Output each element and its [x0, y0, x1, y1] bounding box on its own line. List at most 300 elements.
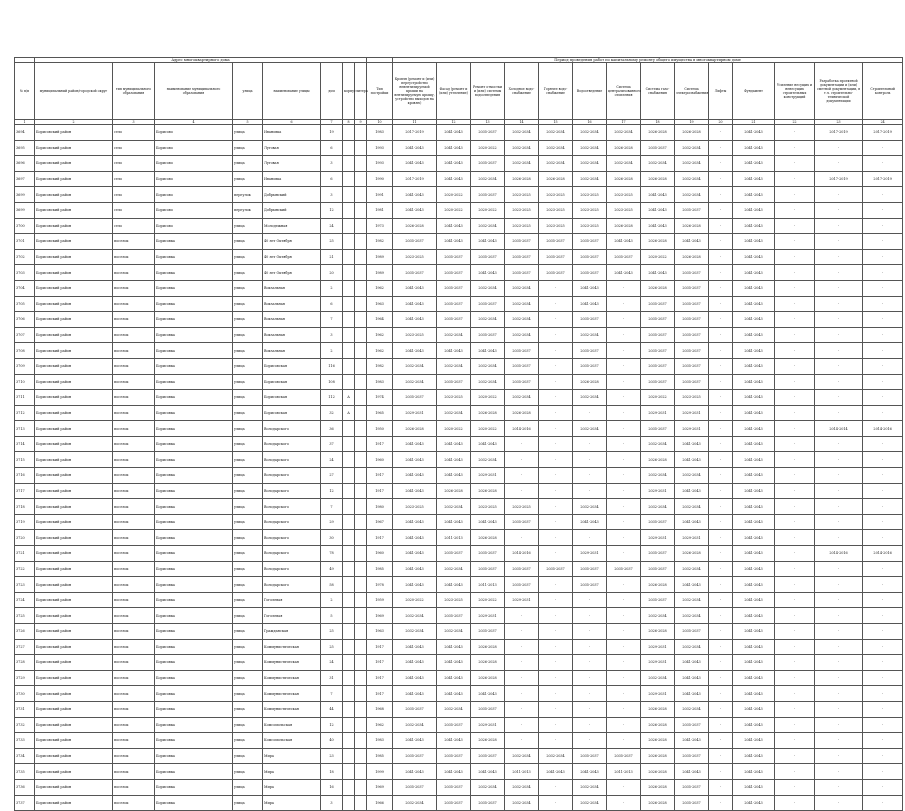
table-cell: 2041-2043 [733, 140, 775, 156]
table-cell: - [709, 343, 733, 359]
table-cell: - [863, 468, 903, 484]
table-cell [355, 312, 367, 328]
table-cell: - [815, 343, 863, 359]
table-cell: 2041-2043 [393, 530, 437, 546]
table-cell: - [863, 249, 903, 265]
table-cell: 2035-2037 [505, 343, 539, 359]
table-cell: 2035-2037 [437, 296, 471, 312]
table-cell: - [709, 546, 733, 562]
table-cell [355, 156, 367, 172]
table-cell: - [775, 577, 815, 593]
table-cell: - [539, 296, 573, 312]
table-cell: Борисовка [155, 748, 233, 764]
column-number: 9 [355, 120, 367, 125]
table-cell: 2035-2037 [437, 608, 471, 624]
table-cell: 2035-2037 [471, 795, 505, 811]
table-cell: Комсомольская [263, 717, 321, 733]
table-cell: 20 [321, 265, 343, 281]
table-cell: 2035-2037 [505, 265, 539, 281]
table-cell [343, 374, 355, 390]
table-cell: 2041-2043 [471, 265, 505, 281]
table-cell: переулок [233, 202, 263, 218]
table-cell: 2035-2037 [505, 577, 539, 593]
table-cell: - [863, 639, 903, 655]
table-cell: - [709, 795, 733, 811]
table-cell [355, 655, 367, 671]
table-cell: 2026-2028 [471, 670, 505, 686]
table-cell: 2026-2028 [471, 655, 505, 671]
table-cell: 2035-2037 [573, 234, 607, 250]
table-cell: 1982 [367, 358, 393, 374]
table-cell [343, 468, 355, 484]
table-cell: - [607, 530, 641, 546]
table-cell: 2032-2034 [437, 405, 471, 421]
table-row [15, 296, 903, 312]
table-cell: - [863, 312, 903, 328]
table-cell: поселок [113, 374, 155, 390]
table-cell: - [775, 280, 815, 296]
table-cell: Борисовский район [35, 234, 113, 250]
table-cell: 2035-2037 [641, 561, 675, 577]
table-cell: - [709, 436, 733, 452]
table-cell: 2041-2043 [733, 358, 775, 374]
table-cell: 2041-2043 [393, 670, 437, 686]
table-cell [343, 187, 355, 203]
column-header: Фасад (ремонт и (или) утепление) [437, 63, 471, 120]
column-number: 11 [393, 120, 437, 125]
table-cell: 2041-2043 [675, 483, 709, 499]
table-cell [343, 546, 355, 562]
table-cell: - [863, 187, 903, 203]
table-cell: 2029-2031 [573, 546, 607, 562]
table-cell: Борисовский район [35, 779, 113, 795]
table-cell: 2041-2043 [437, 686, 471, 702]
table-cell: 3719 [15, 514, 35, 530]
table-cell: 2041-2043 [471, 234, 505, 250]
table-cell: 2041-2043 [733, 530, 775, 546]
table-cell: 2026-2028 [505, 405, 539, 421]
table-cell: 2041-2043 [675, 577, 709, 593]
table-cell: 2032-2034 [505, 140, 539, 156]
table-cell: 2041-2043 [733, 374, 775, 390]
table-cell: 2032-2034 [675, 140, 709, 156]
table-cell: 2035-2037 [505, 234, 539, 250]
table-cell: 3704 [15, 280, 35, 296]
table-cell: Борисовский район [35, 156, 113, 172]
table-cell: 2041-2043 [437, 343, 471, 359]
table-cell: Володарского [263, 577, 321, 593]
table-cell: 2026-2028 [641, 577, 675, 593]
table-cell: Борисовский район [35, 748, 113, 764]
table-cell: - [775, 125, 815, 141]
table-cell: 2041-2043 [471, 436, 505, 452]
table-cell: 1985 [367, 561, 393, 577]
table-cell [355, 499, 367, 515]
table-cell: - [607, 452, 641, 468]
table-cell: улица [233, 530, 263, 546]
table-cell: 2035-2037 [471, 546, 505, 562]
table-cell: улица [233, 265, 263, 281]
table-cell: 2 [321, 343, 343, 359]
table-cell: 2041-2043 [437, 764, 471, 780]
table-cell: 2020-2022 [437, 187, 471, 203]
table-cell: - [775, 499, 815, 515]
table-cell [355, 296, 367, 312]
table-cell: 2035-2037 [641, 296, 675, 312]
table-cell: - [775, 733, 815, 749]
table-cell: - [539, 577, 573, 593]
table-cell: - [539, 624, 573, 640]
table-cell: 2035-2037 [573, 249, 607, 265]
table-cell: - [775, 561, 815, 577]
table-cell: 7 [321, 312, 343, 328]
table-cell: - [539, 639, 573, 655]
table-cell: 108 [321, 374, 343, 390]
table-cell: 1963 [367, 296, 393, 312]
table-cell: 2035-2037 [675, 280, 709, 296]
table-cell [343, 795, 355, 811]
table-cell: Борисовка [155, 327, 233, 343]
table-cell: 2035-2037 [641, 358, 675, 374]
table-cell: 32 [321, 405, 343, 421]
table-cell: улица [233, 405, 263, 421]
table-cell: 2032-2034 [675, 701, 709, 717]
column-number: 7 [321, 120, 343, 125]
table-cell: - [775, 717, 815, 733]
table-cell: - [775, 686, 815, 702]
table-row [15, 546, 903, 562]
table-cell: Борисовка [155, 436, 233, 452]
table-cell: - [815, 140, 863, 156]
table-cell: поселок [113, 296, 155, 312]
table-cell: Борисовский район [35, 608, 113, 624]
table-cell [355, 249, 367, 265]
table-cell: 2014-2016 [815, 546, 863, 562]
table-cell: 2035-2037 [393, 748, 437, 764]
table-cell: Борисовка [155, 655, 233, 671]
table-cell: 1962 [367, 717, 393, 733]
table-cell: - [863, 624, 903, 640]
table-cell [343, 499, 355, 515]
table-cell: Борисовский район [35, 468, 113, 484]
table-cell: - [815, 701, 863, 717]
column-number: 14 [505, 120, 539, 125]
table-cell: 1973 [367, 218, 393, 234]
table-cell: 2041-2043 [733, 436, 775, 452]
table-cell: 3708 [15, 343, 35, 359]
table-cell: Борисовка [155, 234, 233, 250]
table-cell: 2023-2025 [505, 202, 539, 218]
column-number: 23 [815, 120, 863, 125]
table-cell: - [709, 358, 733, 374]
table-cell: 3711 [15, 390, 35, 406]
table-cell: 2032-2034 [641, 499, 675, 515]
table-cell: 1989 [367, 265, 393, 281]
table-cell: 2041-2043 [437, 140, 471, 156]
table-cell: 12 [321, 717, 343, 733]
table-cell: - [539, 530, 573, 546]
table-cell: - [775, 202, 815, 218]
table-cell: 2026-2028 [471, 483, 505, 499]
table-cell: - [539, 374, 573, 390]
table-cell: 2017-2019 [815, 125, 863, 141]
table-cell: - [775, 171, 815, 187]
table-cell: улица [233, 280, 263, 296]
table-cell: 2041-2043 [471, 514, 505, 530]
table-cell: 2026-2028 [641, 717, 675, 733]
table-cell: - [863, 655, 903, 671]
table-cell: 2023-2025 [505, 187, 539, 203]
table-cell: 5 [321, 608, 343, 624]
table-cell: 2041-2043 [733, 421, 775, 437]
table-cell: - [709, 452, 733, 468]
table-cell: 1969 [367, 779, 393, 795]
table-cell: 2041-2043 [393, 312, 437, 328]
table-cell: - [709, 234, 733, 250]
table-cell: - [709, 764, 733, 780]
table-cell: 2035-2037 [573, 358, 607, 374]
table-cell: 2026-2028 [505, 171, 539, 187]
table-cell [355, 468, 367, 484]
table-cell: 2032-2034 [573, 499, 607, 515]
table-cell: 2032-2034 [573, 156, 607, 172]
table-cell: - [709, 530, 733, 546]
table-cell: Володарского [263, 514, 321, 530]
table-cell: 2026-2028 [641, 779, 675, 795]
table-cell: - [775, 156, 815, 172]
table-cell: Борисовка [155, 624, 233, 640]
table-cell: 2011-2013 [607, 764, 641, 780]
table-cell: - [709, 312, 733, 328]
table-cell: 2035-2037 [675, 779, 709, 795]
table-cell: - [709, 202, 733, 218]
table-cell: 2041-2043 [733, 577, 775, 593]
table-cell: 3706 [15, 312, 35, 328]
table-cell: поселок [113, 748, 155, 764]
table-cell: - [709, 421, 733, 437]
column-number: 24 [863, 120, 903, 125]
table-cell: 2041-2043 [437, 218, 471, 234]
table-cell [355, 374, 367, 390]
table-cell: - [775, 764, 815, 780]
table-cell: Борисовский район [35, 436, 113, 452]
table-cell: 3 [321, 156, 343, 172]
table-row [15, 187, 903, 203]
table-cell: 2023-2025 [505, 499, 539, 515]
table-cell: Борисовский район [35, 530, 113, 546]
table-cell: 19 [321, 125, 343, 141]
table-cell: - [815, 265, 863, 281]
table-cell: - [607, 421, 641, 437]
table-cell: - [775, 327, 815, 343]
table-cell: 2020-2022 [471, 202, 505, 218]
table-cell: 2023-2025 [393, 249, 437, 265]
table-cell: 2032-2034 [471, 280, 505, 296]
table-cell: 2041-2043 [437, 156, 471, 172]
table-cell: 3730 [15, 686, 35, 702]
table-cell: 2023-2025 [437, 592, 471, 608]
table-cell: Борисовский район [35, 670, 113, 686]
table-cell [343, 686, 355, 702]
table-cell: - [775, 390, 815, 406]
table-cell: 40 лет Октября [263, 234, 321, 250]
table-cell: 1960 [367, 546, 393, 562]
table-cell: 2041-2043 [733, 405, 775, 421]
table-cell: улица [233, 748, 263, 764]
table-cell: 2035-2037 [641, 374, 675, 390]
table-cell: 2032-2034 [607, 125, 641, 141]
table-cell: 3728 [15, 655, 35, 671]
table-cell: 3717 [15, 483, 35, 499]
table-cell: 3709 [15, 358, 35, 374]
table-row [15, 655, 903, 671]
table-cell: 78 [321, 546, 343, 562]
table-cell: А [343, 390, 355, 406]
table-cell: 25 [321, 234, 343, 250]
table-cell: - [815, 655, 863, 671]
table-cell: 3702 [15, 249, 35, 265]
table-cell: 2035-2037 [641, 140, 675, 156]
table-cell: - [607, 312, 641, 328]
table-cell: 2023-2025 [471, 499, 505, 515]
table-cell: Коммунистическая [263, 686, 321, 702]
table-cell: 2041-2043 [733, 764, 775, 780]
table-cell: 3718 [15, 499, 35, 515]
table-cell [343, 171, 355, 187]
table-cell: поселок [113, 530, 155, 546]
table-cell: - [709, 748, 733, 764]
table-cell: - [539, 343, 573, 359]
table-cell: 2032-2034 [641, 468, 675, 484]
table-cell: Борисовка [155, 717, 233, 733]
table-cell: 2032-2034 [471, 218, 505, 234]
table-cell: - [815, 748, 863, 764]
table-row [15, 234, 903, 250]
table-cell: - [709, 655, 733, 671]
table-cell: - [775, 249, 815, 265]
column-number: 3 [113, 120, 155, 125]
table-cell: 2032-2034 [437, 499, 471, 515]
table-cell: - [573, 468, 607, 484]
table-cell: - [607, 592, 641, 608]
table-cell: Борисовский район [35, 265, 113, 281]
table-cell: 2035-2037 [471, 561, 505, 577]
table-cell: 3734 [15, 748, 35, 764]
table-cell: - [815, 686, 863, 702]
table-cell: - [709, 499, 733, 515]
table-cell: 2041-2043 [393, 483, 437, 499]
table-cell: 2035-2037 [675, 374, 709, 390]
table-cell: улица [233, 670, 263, 686]
table-cell: Борисово [155, 218, 233, 234]
table-cell: - [573, 436, 607, 452]
table-cell: 2029-2031 [641, 655, 675, 671]
table-cell: - [709, 779, 733, 795]
table-cell: - [815, 530, 863, 546]
table-cell: 1962 [367, 343, 393, 359]
table-cell: 2032-2034 [675, 639, 709, 655]
table-cell: - [709, 592, 733, 608]
table-cell [343, 452, 355, 468]
table-cell: 2041-2043 [393, 577, 437, 593]
table-cell: 2026-2028 [437, 483, 471, 499]
table-cell: 25 [321, 639, 343, 655]
table-row [15, 171, 903, 187]
table-cell: 2014-2016 [863, 421, 903, 437]
table-cell: - [775, 374, 815, 390]
table-cell: - [607, 499, 641, 515]
table-cell: 2041-2043 [733, 639, 775, 655]
table-cell: 2026-2028 [471, 405, 505, 421]
table-cell: 2041-2043 [393, 733, 437, 749]
table-cell: - [863, 436, 903, 452]
table-cell: - [539, 670, 573, 686]
table-cell: 12 [321, 483, 343, 499]
table-cell: 2035-2037 [675, 795, 709, 811]
table-cell: 1966 [367, 795, 393, 811]
table-cell: - [505, 701, 539, 717]
table-cell [355, 686, 367, 702]
table-cell: 6 [321, 171, 343, 187]
column-header: муниципальный район/городской округ [35, 63, 113, 120]
table-cell: 2032-2034 [641, 156, 675, 172]
table-cell: Мира [263, 779, 321, 795]
table-cell: Мира [263, 764, 321, 780]
table-cell: 2026-2028 [641, 764, 675, 780]
table-cell: 1963 [367, 624, 393, 640]
table-cell: 2041-2043 [607, 265, 641, 281]
table-cell: поселок [113, 265, 155, 281]
table-cell: 2023-2025 [539, 218, 573, 234]
table-cell: 2020-2022 [641, 390, 675, 406]
table-cell [355, 140, 367, 156]
table-cell: 2041-2043 [393, 343, 437, 359]
table-cell: улица [233, 686, 263, 702]
table-cell: улица [233, 701, 263, 717]
table-cell: - [815, 280, 863, 296]
table-cell: 2020-2022 [471, 390, 505, 406]
table-cell: 2026-2028 [573, 374, 607, 390]
table-cell: - [775, 296, 815, 312]
table-cell [343, 530, 355, 546]
table-cell: 2035-2037 [641, 343, 675, 359]
table-cell: - [607, 327, 641, 343]
table-cell: - [775, 452, 815, 468]
table-cell: Борисовка [155, 514, 233, 530]
table-cell: 23 [321, 748, 343, 764]
table-cell: - [539, 452, 573, 468]
table-cell: 2041-2043 [393, 280, 437, 296]
table-cell: - [607, 624, 641, 640]
table-cell: 3720 [15, 530, 35, 546]
table-cell: 2032-2034 [675, 156, 709, 172]
table-row [15, 717, 903, 733]
table-row [15, 748, 903, 764]
table-cell: 2041-2043 [675, 764, 709, 780]
table-cell: - [573, 701, 607, 717]
table-cell: переулок [233, 187, 263, 203]
table-cell: 2014-2016 [505, 546, 539, 562]
table-cell: - [863, 577, 903, 593]
table-cell: 3707 [15, 327, 35, 343]
table-cell: Борисовский район [35, 577, 113, 593]
table-cell: 2026-2028 [641, 280, 675, 296]
table-cell: 6 [321, 296, 343, 312]
table-cell: 2041-2043 [675, 655, 709, 671]
table-cell: 2032-2034 [539, 156, 573, 172]
table-cell: Борисовка [155, 499, 233, 515]
table-cell: Борисовский район [35, 795, 113, 811]
